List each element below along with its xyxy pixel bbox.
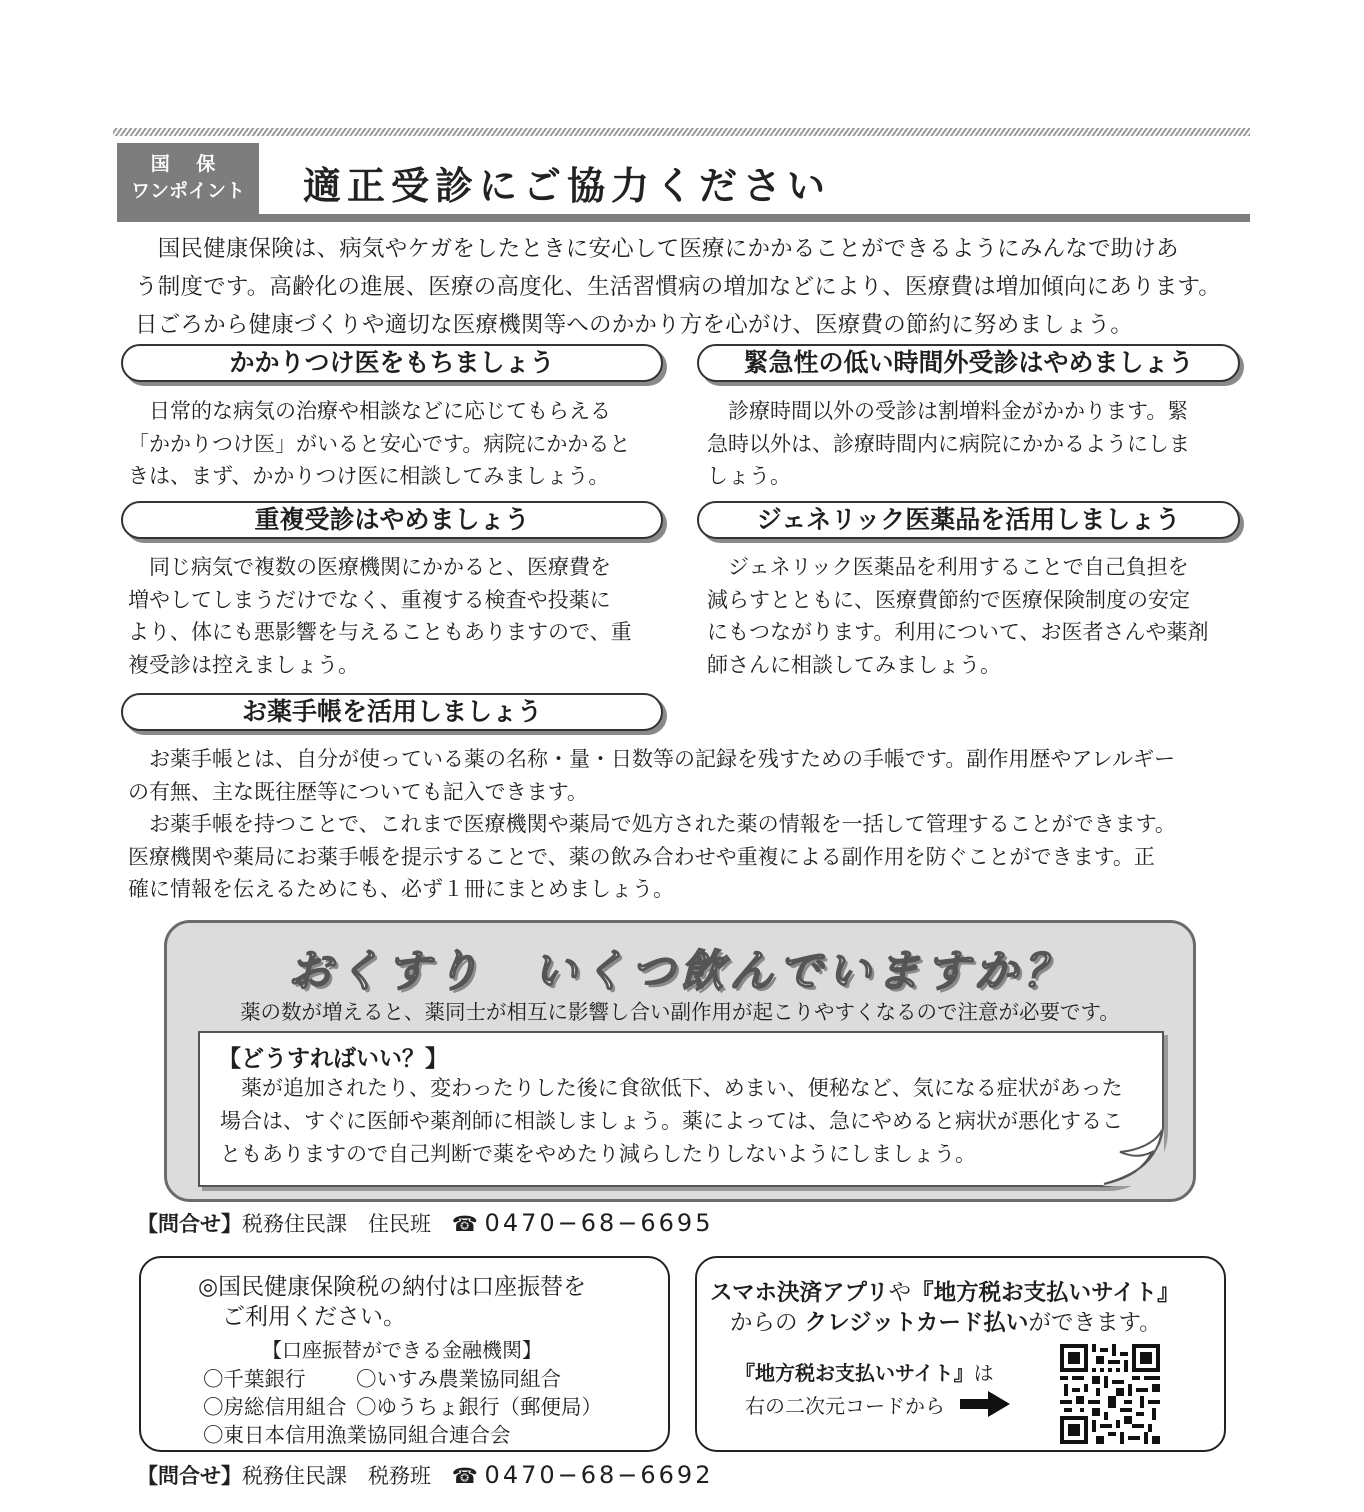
qr-code-icon[interactable] <box>1060 1344 1160 1444</box>
phone-icon: ☎ <box>451 1212 478 1236</box>
body-line: お薬手帳を持つことで、これまで医療機関や薬局で処方された薬の情報を一括して管理することができます。 <box>128 812 1176 836</box>
category-tag <box>117 143 259 216</box>
medicine-subtitle: 薬の数が増えると、薬同士が相互に影響し合い副作用が起こりやすくなるので注意が必要です。 <box>240 1000 1120 1024</box>
body-line: きは、まず、かかりつけ医に相談してみましょう。 <box>128 464 610 488</box>
body-line: しょう。 <box>707 464 791 488</box>
body-line: 複受診は控えましょう。 <box>128 652 359 677</box>
body-line: 増やしてしまうだけでなく、重複する検査や投薬に <box>128 587 611 612</box>
body-line: 「かかりつけ医」がいると安心です。病院にかかると <box>128 431 631 456</box>
bank-item: 〇東日本信用漁業協同組合連合会 <box>203 1423 511 1447</box>
contact-residents <box>137 1208 713 1238</box>
phone-icon: ☎ <box>451 1464 478 1488</box>
smartpay-text: ができます。 <box>1028 1310 1162 1336</box>
contact-label: 【問合せ】 <box>137 1212 242 1236</box>
body-line: 日常的な病気の治療や相談などに応じてもらえる <box>128 399 611 423</box>
advice-line: 場合は、すぐに医師や薬剤師に相談しましょう。薬によっては、急にやめると病状が悪化するこ <box>220 1109 1123 1133</box>
body-line: の有無、主な既往歴等についても記入できます。 <box>128 779 588 804</box>
smartpay-line1 <box>710 1275 1180 1307</box>
section-heading-after-hours: 緊急性の低い時間外受診はやめましょう <box>697 344 1240 382</box>
body-line: 診療時間以外の受診は割増料金がかかります。緊 <box>707 399 1189 423</box>
advice-line: 薬が追加されたり、変わったりした後に食欲低下、めまい、便秘など、気になる症状があった <box>220 1076 1123 1100</box>
contact-tax <box>137 1460 713 1490</box>
smartpay-credit: クレジットカード払い <box>804 1310 1029 1336</box>
header-rule <box>117 214 1250 222</box>
advice-heading: 【どうすればいい？】 <box>218 1046 448 1072</box>
contact-label: 【問合せ】 <box>137 1464 242 1488</box>
contact-phone: 0470−68−6695 <box>484 1209 714 1237</box>
smartpay-site: 『地方税お支払いサイト』 <box>911 1280 1180 1306</box>
body-line: 確に情報を伝えるためにも、必ず１冊にまとめましょう。 <box>128 877 674 901</box>
bank-item: 〇ゆうちょ銀行（郵便局） <box>356 1395 602 1419</box>
smartpay-text: からの <box>730 1310 798 1336</box>
section-heading-generic: ジェネリック医薬品を活用しましょう <box>697 501 1240 539</box>
section-body-kakaritsuke <box>128 395 630 493</box>
banks-heading: 【口座振替ができる金融機関】 <box>262 1338 542 1362</box>
intro-line: う制度です。高齢化の進展、医療の高度化、生活習慣病の増加などにより、医療費は増加傾向にあります。 <box>135 274 1222 300</box>
smartpay-line2 <box>730 1305 1162 1337</box>
smartpay-text: や <box>888 1280 912 1306</box>
bank-item: 〇房総信用組合 <box>203 1395 347 1419</box>
qr-instruction: 右の二次元コードから <box>745 1394 945 1418</box>
intro-paragraph <box>135 230 1235 344</box>
body-line: ジェネリック医薬品を利用することで自己負担を <box>707 555 1189 579</box>
header-stripe <box>113 128 1250 136</box>
payment-line1: ◎国民健康保険税の納付は口座振替を <box>198 1274 587 1300</box>
bank-item: 〇千葉銀行 <box>203 1367 306 1391</box>
section-heading-duplicate: 重複受診はやめましょう <box>121 501 663 539</box>
body-line: お薬手帳とは、自分が使っている薬の名称・量・日数等の記録を残すための手帳です。副作用歴やアレルギー <box>128 747 1175 771</box>
contact-dept: 税務住民課 住民班 <box>242 1212 431 1236</box>
section-body-generic <box>707 551 1208 681</box>
smartpay-app: スマホ決済アプリ <box>710 1280 889 1306</box>
contact-phone: 0470−68−6692 <box>484 1461 714 1489</box>
section-body-notebook <box>128 743 1176 906</box>
body-line: にもつながります。利用について、お医者さんや薬剤 <box>707 620 1209 644</box>
contact-dept: 税務住民課 税務班 <box>242 1464 431 1488</box>
body-line: 師さんに相談してみましょう。 <box>707 652 1001 677</box>
section-body-after-hours <box>707 395 1190 493</box>
section-heading-kakaritsuke: かかりつけ医をもちましょう <box>121 344 663 382</box>
advice-body <box>220 1072 1123 1171</box>
medicine-title: おくすり いくつ飲んでいますか？ <box>288 946 1072 997</box>
tag-line1: 国 保 <box>150 153 226 175</box>
advice-line: ともありますので自己判断で薬をやめたり減らしたりしないようにしましょう。 <box>220 1142 976 1166</box>
site-suffix: は <box>973 1361 994 1385</box>
section-heading-notebook: お薬手帳を活用しましょう <box>121 693 663 731</box>
site-name: 『地方税お支払いサイト』 <box>735 1361 974 1385</box>
site-line <box>735 1357 994 1386</box>
tag-line2: ワンポイント <box>130 180 245 202</box>
intro-line: 国民健康保険は、病気やケガをしたときに安心して医療にかかることができるようにみんなで助けあ <box>135 236 1179 262</box>
body-line: 同じ病気で複数の医療機関にかかると、医療費を <box>128 555 611 579</box>
page-title: 適正受診にご協力ください <box>303 164 832 208</box>
intro-line: 日ごろから健康づくりや適切な医療機関等へのかかり方を心がけ、医療費の節約に努めましょう。 <box>135 312 1133 338</box>
bank-item: 〇いすみ農業協同組合 <box>356 1367 561 1391</box>
body-line: より、体にも悪影響を与えることもありますので、重 <box>128 620 632 644</box>
body-line: 急時以外は、診療時間内に病院にかかるようにしま <box>707 431 1190 456</box>
right-arrow-icon <box>960 1391 1010 1417</box>
body-line: 医療機関や薬局にお薬手帳を提示することで、薬の飲み合わせや重複による副作用を防ぐことができます。正 <box>128 844 1155 869</box>
payment-line2: ご利用ください。 <box>222 1304 406 1330</box>
body-line: 減らすとともに、医療費節約で医療保険制度の安定 <box>707 587 1190 612</box>
section-body-duplicate <box>128 551 632 681</box>
